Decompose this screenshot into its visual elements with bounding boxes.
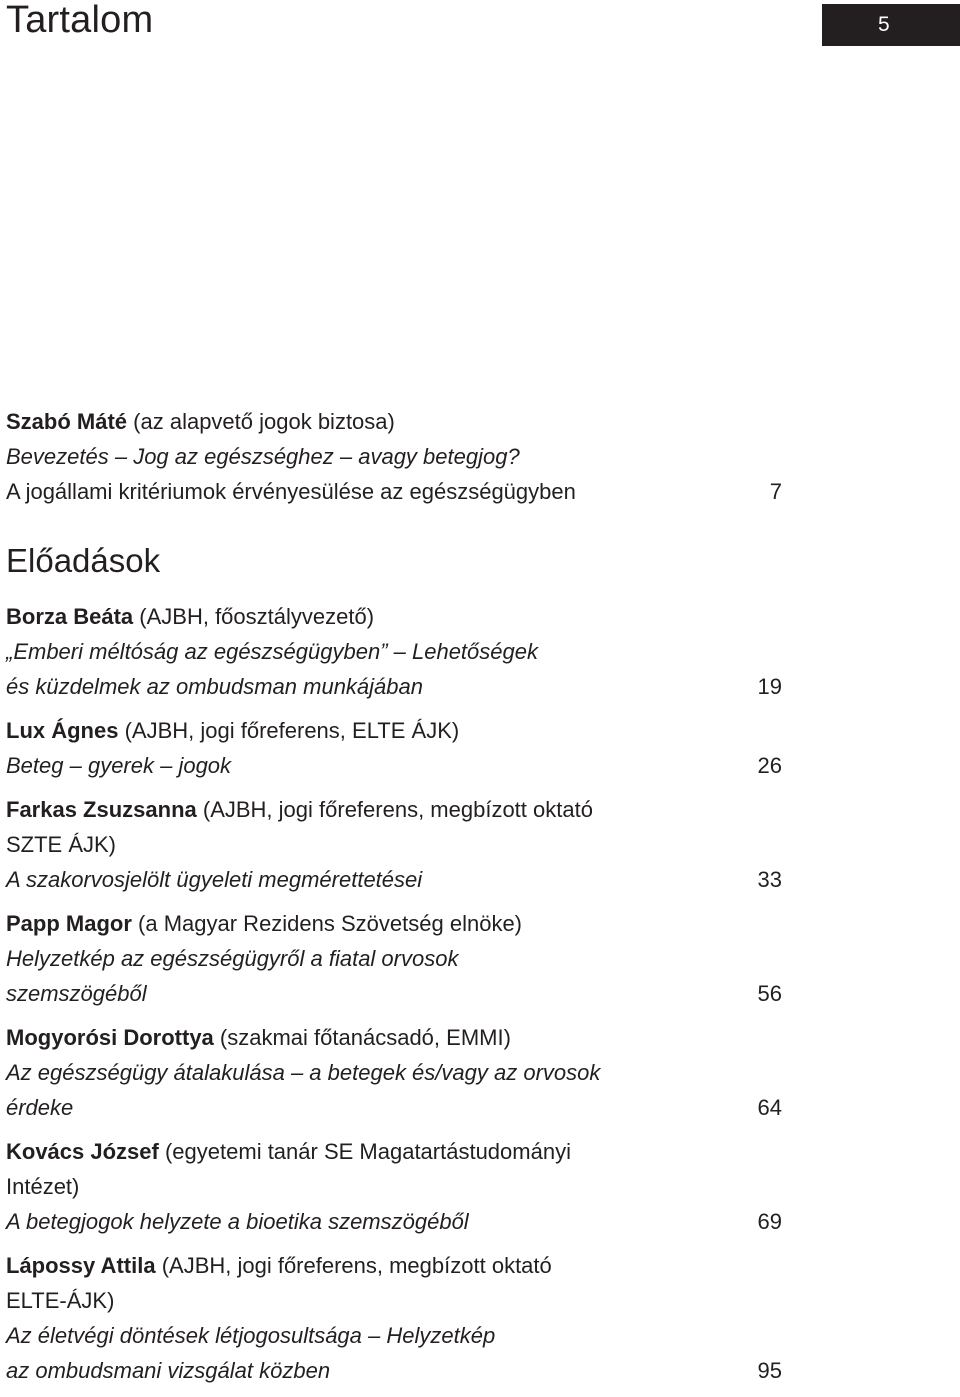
entry-title-text: Beteg – gyerek – jogok xyxy=(6,753,232,778)
entry-title-text: A betegjogok helyzete a bioetika szemszögéből xyxy=(6,1209,469,1234)
entry-title-text: „Emberi méltóság az egészségügyben” – Lehetőségek xyxy=(6,639,538,664)
author-affiliation: Intézet) xyxy=(6,1174,80,1199)
entry-author-line xyxy=(6,1248,782,1283)
page-number: 7 xyxy=(769,479,782,504)
author-name: Lápossy Attila xyxy=(6,1253,156,1278)
toc-entry[interactable] xyxy=(6,906,782,1011)
author-affiliation: (AJBH, jogi főreferens, megbízott oktató xyxy=(161,1253,552,1278)
author-affiliation: (AJBH, főosztályvezető) xyxy=(139,604,375,629)
toc-entries xyxy=(6,599,782,1388)
page-number: 64 xyxy=(757,1095,782,1120)
entry-title-line xyxy=(6,1204,782,1239)
entry-author-line xyxy=(6,713,782,748)
entry-title-line xyxy=(6,1090,782,1125)
author-name: Papp Magor xyxy=(6,911,132,936)
author-affiliation: (egyetemi tanár SE Magatartástudományi xyxy=(164,1139,571,1164)
page-number: 19 xyxy=(757,674,782,699)
entry-title-line xyxy=(6,1318,782,1353)
entry-author-line xyxy=(6,1134,782,1169)
page-number: 26 xyxy=(757,753,782,778)
entry-title-text: A szakorvosjelölt ügyeleti megmérettetései xyxy=(6,867,423,892)
entry-title-line xyxy=(6,634,782,669)
author-affiliation: ELTE-ÁJK) xyxy=(6,1288,115,1313)
toc-entry[interactable] xyxy=(6,713,782,783)
entry-title-line xyxy=(6,669,782,704)
entry-author-line xyxy=(6,1169,782,1204)
entry-title-line xyxy=(6,748,782,783)
author-affiliation: (az alapvető jogok biztosa) xyxy=(133,409,395,434)
author-name: Farkas Zsuzsanna xyxy=(6,797,197,822)
entry-title-line xyxy=(6,474,782,509)
author-name: Lux Ágnes xyxy=(6,718,119,743)
entry-author-line xyxy=(6,1020,782,1055)
toc-entry[interactable] xyxy=(6,599,782,704)
entry-author-line xyxy=(6,599,782,634)
entry-title-text: Helyzetkép az egészségügyről a fiatal orvosok xyxy=(6,946,459,971)
toc-entry[interactable] xyxy=(6,792,782,897)
author-affiliation: (szakmai főtanácsadó, EMMI) xyxy=(219,1025,511,1050)
section-heading: Előadások xyxy=(6,542,161,579)
entry-title-line xyxy=(6,862,782,897)
entry-title-text: szemszögéből xyxy=(6,981,147,1006)
page-number: 95 xyxy=(757,1358,782,1383)
page-title: Tartalom xyxy=(6,0,154,41)
entry-title-text: Az egészségügy átalakulása – a betegek és/vagy az orvosok xyxy=(6,1060,601,1085)
author-name: Szabó Máté xyxy=(6,409,128,434)
entry-title-text: az ombudsmani vizsgálat közben xyxy=(6,1358,331,1383)
entry-author-line xyxy=(6,792,782,827)
page-number: 33 xyxy=(757,867,782,892)
entry-title-text: A jogállami kritériumok érvényesülése az egészségügyben xyxy=(6,479,576,504)
entry-title-line: Bevezetés – Jog az egészséghez – avagy betegjog? xyxy=(6,444,520,469)
toc-entry[interactable] xyxy=(6,1134,782,1239)
page-number-badge: 5 xyxy=(822,4,960,46)
entry-title-line xyxy=(6,1353,782,1388)
author-affiliation: (a Magyar Rezidens Szövetség elnöke) xyxy=(138,911,522,936)
author-affiliation: (AJBH, jogi főreferens, ELTE ÁJK) xyxy=(124,718,460,743)
entry-title-text: Az életvégi döntések létjogosultsága – Helyzetkép xyxy=(6,1323,496,1348)
toc-entry-intro[interactable] xyxy=(6,404,782,509)
entry-author-line xyxy=(6,827,782,862)
entry-author-line xyxy=(6,404,782,439)
author-name: Kovács József xyxy=(6,1139,159,1164)
entry-title-line xyxy=(6,1055,782,1090)
author-name: Mogyorósi Dorottya xyxy=(6,1025,214,1050)
entry-title-text: érdeke xyxy=(6,1095,74,1120)
author-affiliation: SZTE ÁJK) xyxy=(6,832,117,857)
author-affiliation: (AJBH, jogi főreferens, megbízott oktató xyxy=(202,797,593,822)
entry-author-line xyxy=(6,906,782,941)
entry-title-line xyxy=(6,976,782,1011)
author-name: Borza Beáta xyxy=(6,604,134,629)
page-number: 56 xyxy=(757,981,782,1006)
page-number: 69 xyxy=(757,1209,782,1234)
toc-entry[interactable] xyxy=(6,1248,782,1388)
table-of-contents xyxy=(6,404,782,1397)
entry-title-line xyxy=(6,941,782,976)
entry-author-line xyxy=(6,1283,782,1318)
toc-entry[interactable] xyxy=(6,1020,782,1125)
entry-title-text: és küzdelmek az ombudsman munkájában xyxy=(6,674,424,699)
